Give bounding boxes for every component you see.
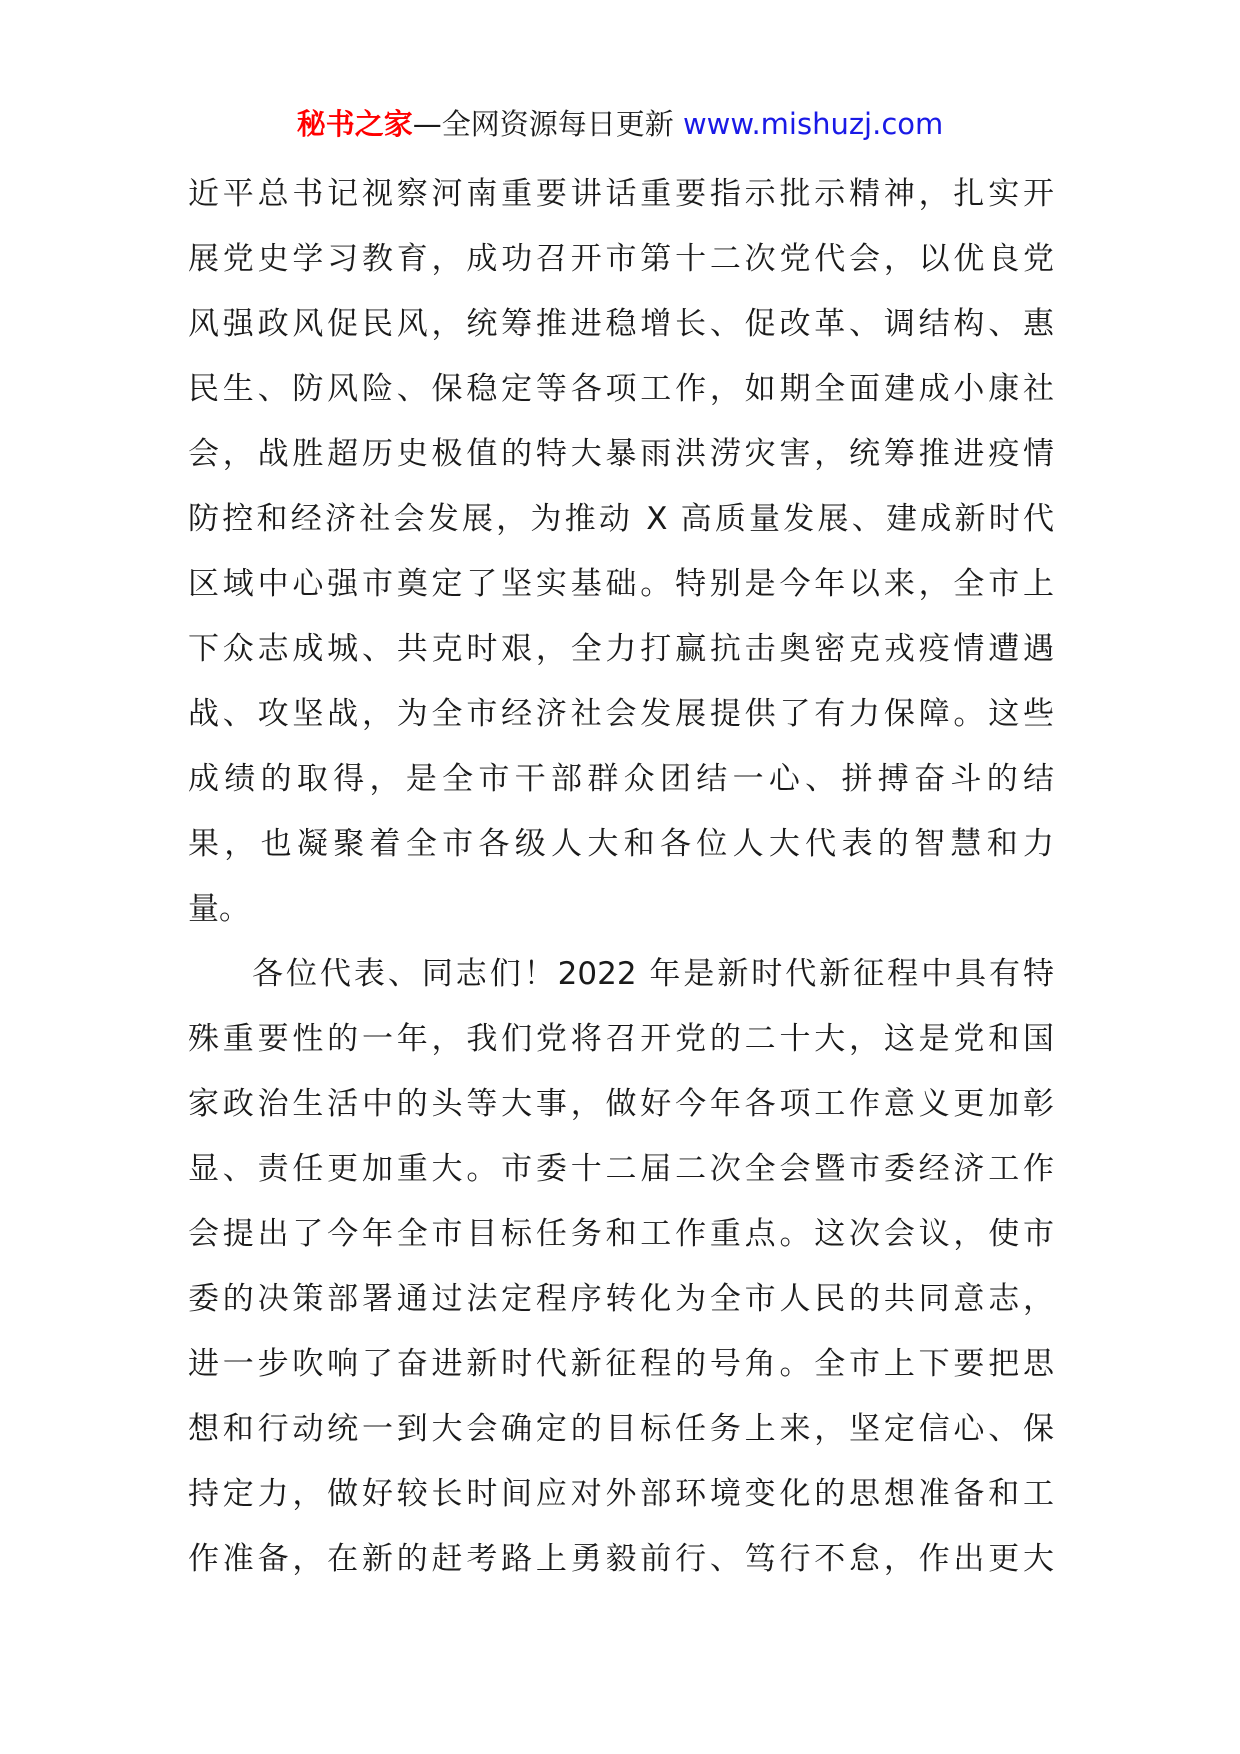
text-line: 战、攻坚战，为全市经济社会发展提供了有力保障。这些 [188, 696, 1054, 732]
text-line: 下众志成城、共克时艰，全力打赢抗击奥密克戎疫情遭遇 [188, 631, 1054, 667]
brand-name: 秘书之家 [296, 107, 413, 141]
text-line: 防控和经济社会发展，为推动 X 高质量发展、建成新时代 [188, 501, 1054, 537]
document-body [188, 162, 1054, 1592]
text-line: 成绩的取得，是全市干部群众团结一心、拼搏奋斗的结 [188, 761, 1054, 797]
text-line: 进一步吹响了奋进新时代新征程的号角。全市上下要把思 [188, 1346, 1054, 1382]
text-line: 各位代表、同志们！2022 年是新时代新征程中具有特 [252, 956, 1054, 992]
text-line: 风强政风促民风，统筹推进稳增长、促改革、调结构、惠 [188, 306, 1054, 342]
text-line: 果，也凝聚着全市各级人大和各位人大代表的智慧和力 [188, 826, 1054, 862]
text-line: 殊重要性的一年，我们党将召开党的二十大，这是党和国 [188, 1021, 1054, 1057]
text-line: 展党史学习教育，成功召开市第十二次党代会，以优良党 [188, 241, 1054, 277]
text-line: 家政治生活中的头等大事，做好今年各项工作意义更加彰 [188, 1086, 1054, 1122]
text-line: 会提出了今年全市目标任务和工作重点。这次会议，使市 [188, 1216, 1054, 1252]
watermark-header [0, 100, 1240, 148]
paragraph [188, 942, 1054, 1592]
text-line: 委的决策部署通过法定程序转化为全市人民的共同意志， [188, 1281, 1054, 1317]
text-line: 持定力，做好较长时间应对外部环境变化的思想准备和工 [188, 1476, 1054, 1512]
website-url: www.mishuzj.com [682, 107, 944, 141]
paragraph [188, 162, 1054, 942]
header-tagline: —全网资源每日更新 [412, 107, 674, 141]
text-line: 量。 [188, 891, 250, 927]
text-line: 近平总书记视察河南重要讲话重要指示批示精神，扎实开 [188, 176, 1054, 212]
text-line: 显、责任更加重大。市委十二届二次全会暨市委经济工作 [188, 1151, 1054, 1187]
text-line: 想和行动统一到大会确定的目标任务上来，坚定信心、保 [188, 1411, 1054, 1447]
text-line: 民生、防风险、保稳定等各项工作，如期全面建成小康社 [188, 371, 1054, 407]
text-line: 会，战胜超历史极值的特大暴雨洪涝灾害，统筹推进疫情 [188, 436, 1054, 472]
text-line: 区域中心强市奠定了坚实基础。特别是今年以来，全市上 [188, 566, 1054, 602]
text-line: 作准备，在新的赶考路上勇毅前行、笃行不怠，作出更大 [188, 1541, 1054, 1577]
